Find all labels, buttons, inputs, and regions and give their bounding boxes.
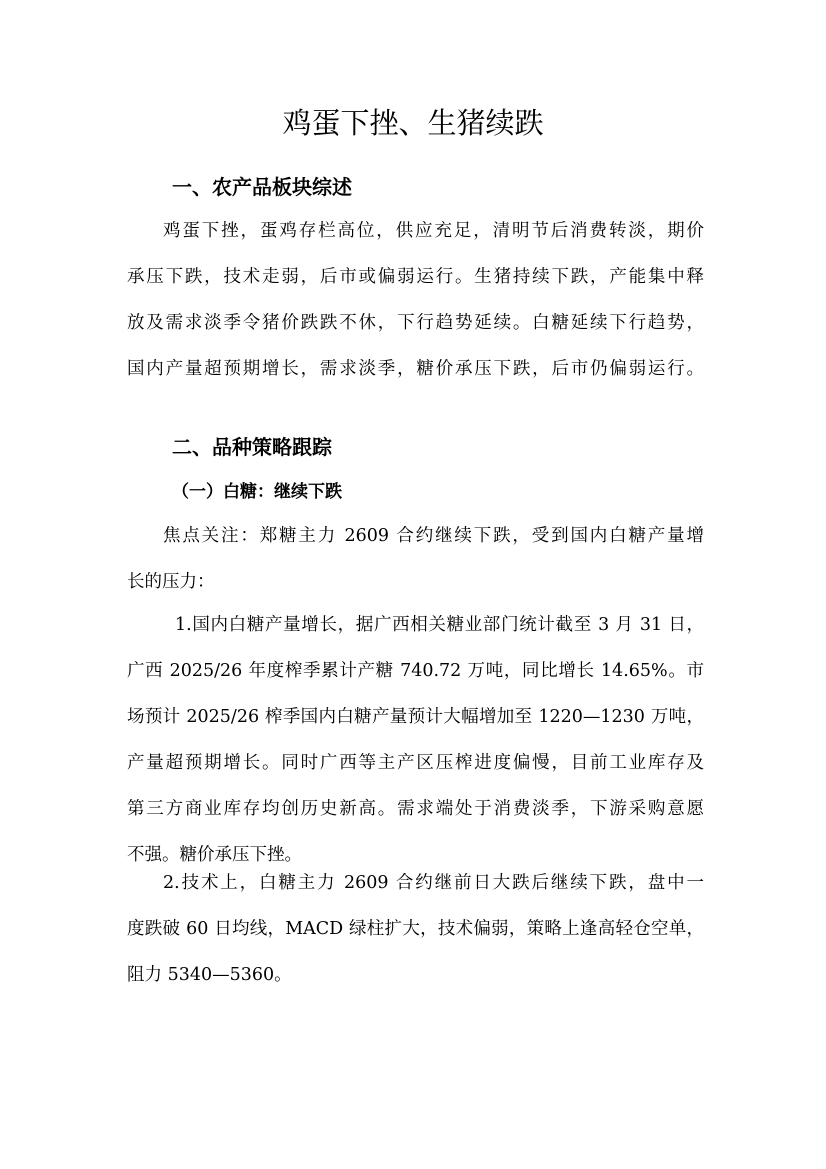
section-heading-overview: 一、农产品板块综述 [172,175,352,199]
paragraph-line: 焦点关注：郑糖主力 2609 合约继续下跌，受到国内白糖产量增 [163,526,704,546]
paragraph-line: 第三方商业库存均创历史新高。需求端处于消费淡季，下游采购意愿 [127,799,704,819]
paragraph-line: 鸡蛋下挫，蛋鸡存栏高位，供应充足，清明节后消费转淡，期价 [163,221,704,241]
paragraph-line: 阻力 5340—5360。 [127,965,292,985]
paragraph-line: 长的压力： [127,572,215,592]
page-title: 鸡蛋下挫、生猪续跌 [282,106,544,140]
section-heading-strategy: 二、品种策略跟踪 [172,435,332,459]
point1-paragraph [127,602,704,878]
paragraph-line: 产量超预期增长。同时广西等主产区压榨进度偏慢，目前工业库存及 [127,753,704,773]
paragraph-line: 场预计 2025/26 榨季国内白糖产量预计大幅增加至 1220—1230 万吨， [127,707,704,727]
overview-paragraph [127,208,704,392]
paragraph-line: 承压下跌，技术走弱，后市或偏弱运行。生猪持续下跌，产能集中释 [127,267,704,287]
paragraph-line: 不强。糖价承压下挫。 [127,845,302,865]
paragraph-line: 2.技术上，白糖主力 2609 合约继前日大跌后继续下跌，盘中一 [163,873,704,893]
paragraph-line: 度跌破 60 日均线，MACD 绿柱扩大，技术偏弱，策略上逢高轻仓空单， [127,919,704,939]
paragraph-line: 国内产量超预期增长，需求淡季，糖价承压下跌，后市仍偏弱运行。 [127,359,704,379]
focus-paragraph [127,513,704,605]
paragraph-line: 广西 2025/26 年度榨季累计产糖 740.72 万吨，同比增长 14.65%。市 [127,661,704,681]
point2-paragraph [127,860,704,998]
paragraph-line: 放及需求淡季令猪价跌跌不休，下行趋势延续。白糖延续下行趋势， [127,313,704,333]
subheading-sugar: （一）白糖：继续下跌 [172,482,342,502]
paragraph-line: 1.国内白糖产量增长，据广西相关糖业部门统计截至 3 月 31 日， [175,615,704,635]
